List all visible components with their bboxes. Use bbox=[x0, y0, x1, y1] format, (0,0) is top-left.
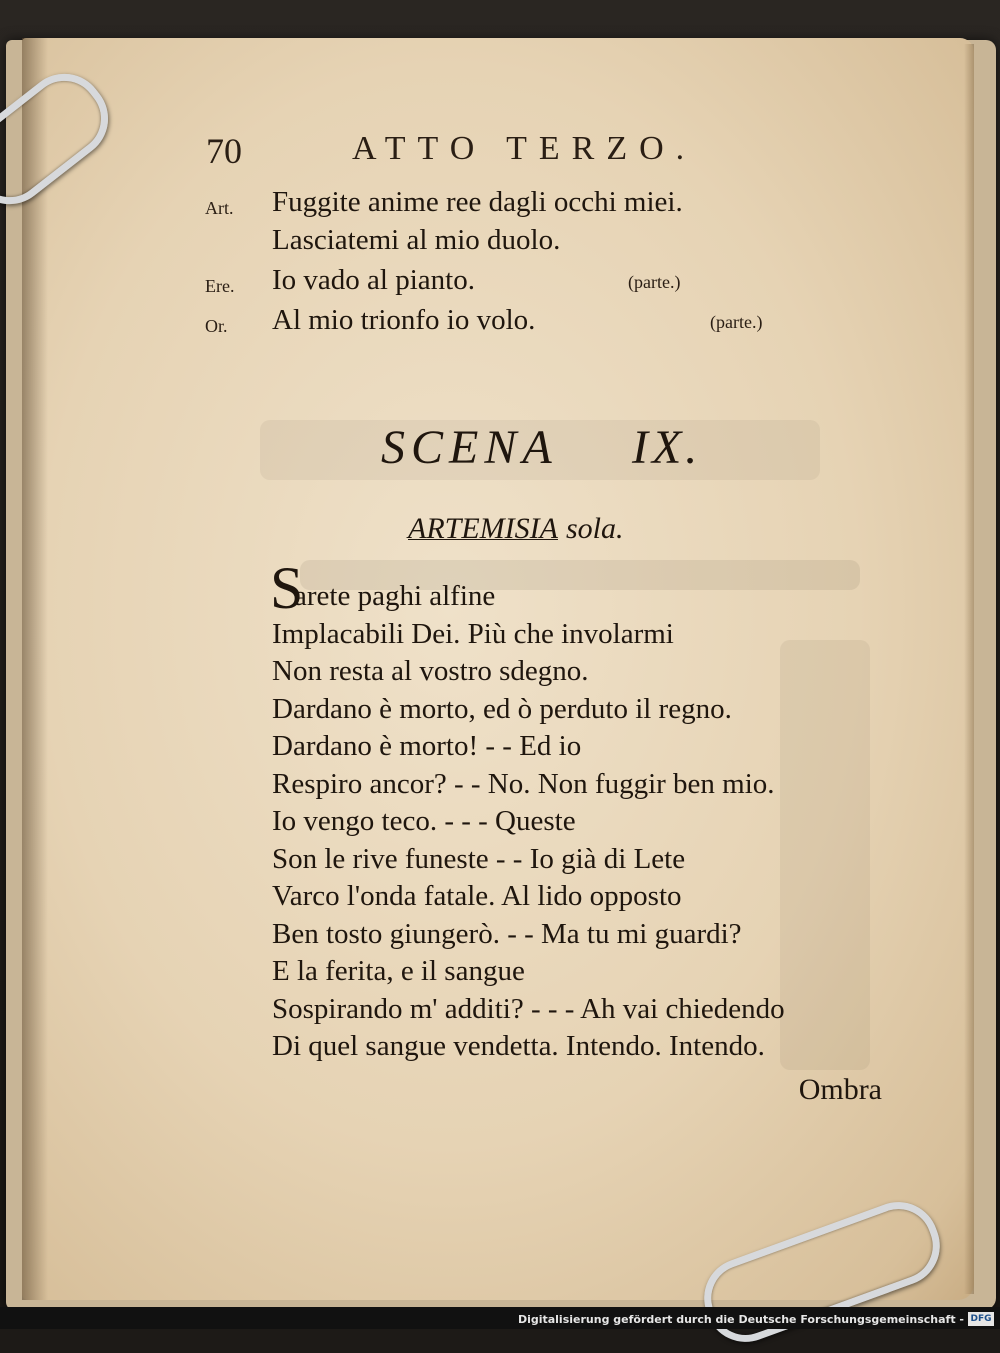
character-heading bbox=[408, 512, 623, 546]
catchword: Ombra bbox=[798, 1073, 882, 1106]
page-header bbox=[0, 128, 1000, 178]
speaker-label: Or. bbox=[205, 316, 228, 336]
verse-line: Ben tosto giungerò. - - Ma tu mi guardi? bbox=[272, 917, 742, 950]
dialogue-text: Io vado al pianto. bbox=[272, 264, 475, 296]
verse-line: Respiro ancor? - - No. Non fuggir ben mio. bbox=[272, 767, 775, 800]
verse-line: Varco l'onda fatale. Al lido opposto bbox=[272, 880, 682, 912]
running-title: ATTO TERZO. bbox=[352, 130, 697, 167]
verse-line: Dardano è morto! - - Ed io bbox=[272, 730, 582, 762]
verse-line: Sospirando m' additi? - - - Ah vai chiedendo bbox=[272, 992, 785, 1025]
drop-cap: S bbox=[270, 555, 304, 621]
character-name: ARTEMISIA bbox=[408, 512, 558, 545]
verse-line bbox=[270, 555, 922, 621]
dialogue-text: Fuggite anime ree dagli occhi miei. bbox=[272, 186, 683, 218]
verse-first-line-text: arete paghi alfine bbox=[294, 580, 496, 612]
digitization-footer bbox=[0, 1307, 1000, 1329]
scene-heading: SCENA bbox=[381, 421, 558, 474]
verse-line: Non resta al vostro sdegno. bbox=[272, 655, 589, 687]
funding-credit: Digitalisierung gefördert durch die Deutsche Forschungsgemeinschaft - bbox=[517, 1313, 964, 1326]
verse-line: Di quel sangue vendetta. Intendo. Intendo. bbox=[272, 1030, 765, 1062]
dfg-logo: DFG bbox=[968, 1312, 994, 1326]
dialogue-line bbox=[0, 304, 1000, 344]
speaker-label: Ere. bbox=[205, 276, 235, 296]
dialogue-text: Al mio trionfo io volo. bbox=[272, 304, 536, 336]
dialogue-line bbox=[0, 224, 1000, 264]
scene-number: IX. bbox=[632, 421, 702, 474]
stage-direction: (parte.) bbox=[628, 272, 681, 292]
dialogue-text: Lasciatemi al mio duolo. bbox=[272, 224, 561, 256]
verse-line: Implacabili Dei. Più che involarmi bbox=[272, 617, 674, 650]
verse-line: Son le rive funeste - - Io già di Lete bbox=[272, 842, 686, 875]
speaker-label: Art. bbox=[205, 198, 234, 218]
verse-line: E la ferita, e il sangue bbox=[272, 955, 525, 987]
page-number: 70 bbox=[206, 131, 242, 171]
character-note: sola. bbox=[565, 512, 624, 545]
dialogue-line bbox=[0, 186, 1000, 226]
scene-title bbox=[0, 420, 1000, 480]
verse-block bbox=[270, 555, 922, 1066]
dialogue-line bbox=[0, 264, 1000, 304]
verse-line: Io vengo teco. - - - Queste bbox=[272, 805, 576, 837]
verse-line: Dardano è morto, ed ò perduto il regno. bbox=[272, 692, 732, 725]
stage-direction: (parte.) bbox=[710, 312, 763, 332]
